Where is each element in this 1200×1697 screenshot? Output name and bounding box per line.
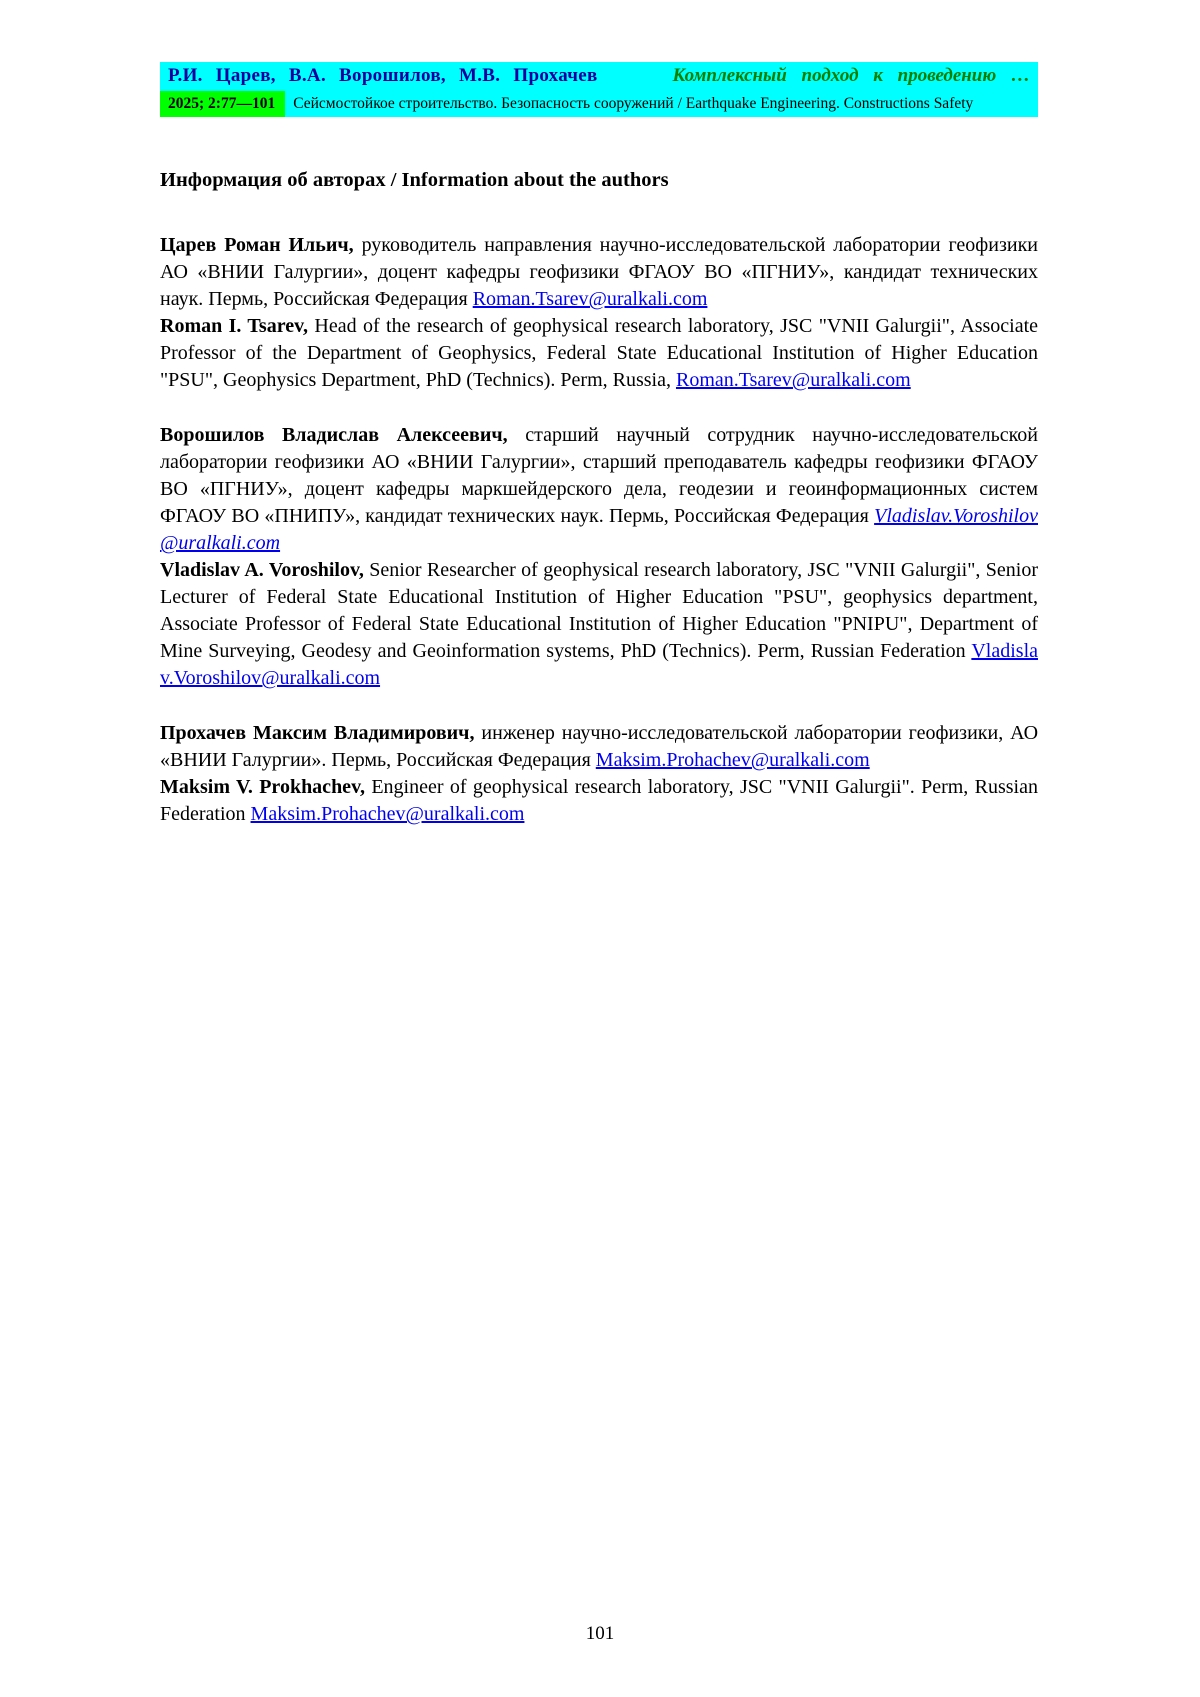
header-journal-title: Сейсмостойкое строительство. Безопасность сооружений / Earthquake Engineering. Constructions Safety xyxy=(285,91,1038,117)
author-block-voroshilov xyxy=(160,422,1038,692)
running-header-line2 xyxy=(160,91,1038,117)
header-article-title: Комплексный подход к проведению … xyxy=(672,65,1030,86)
running-header xyxy=(160,62,1038,117)
author-en-email-link[interactable]: Vladislav.Voroshilov@uralkali.com xyxy=(160,640,1039,690)
author-block-tsarev xyxy=(160,232,1038,394)
author-en-bio: Head of the research of geophysical research laboratory, JSC "VNII Galurgii", Associate Professor of the Department of Geophysics, Federal State Educational Institution of Higher Education "PSU", Geophysics Department, PhD (Technics). Perm, Russia, xyxy=(160,315,1039,392)
page-content xyxy=(160,62,1038,856)
author-en-paragraph xyxy=(160,557,1038,692)
author-block-prokhachev xyxy=(160,720,1038,828)
header-issue-pages: 2025; 2:77—101 xyxy=(160,91,285,117)
author-en-bio: Engineer of geophysical research laboratory, JSC "VNII Galurgii". Perm, Russian Federation xyxy=(160,776,1038,826)
author-ru-name: Ворошилов Владислав Алексеевич, xyxy=(160,424,508,447)
author-ru-email-link[interactable]: Roman.Tsarev@uralkali.com xyxy=(472,288,708,311)
author-en-paragraph xyxy=(160,313,1038,394)
author-ru-paragraph xyxy=(160,232,1038,313)
author-en-bio: Senior Researcher of geophysical research laboratory, JSC "VNII Galurgii", Senior Lecturer of Federal State Educational Institution of Higher Education "PSU", geophysics department, Associate Professor of Federal State Educational Institution of Higher Education "PNIPU", Department of Mine Surveying, Geodesy and Geoinformation systems, PhD (Technics). Perm, Russian Federation xyxy=(160,559,1038,663)
author-ru-name: Царев Роман Ильич, xyxy=(160,234,354,257)
author-ru-email-link[interactable]: Maksim.Prohachev@uralkali.com xyxy=(595,749,870,772)
header-authors: Р.И. Царев, В.А. Ворошилов, М.В. Прохачев xyxy=(168,65,598,86)
author-en-name: Vladislav A. Voroshilov, xyxy=(160,559,364,582)
author-ru-paragraph xyxy=(160,720,1038,774)
author-ru-bio: старший научный сотрудник научно-исследовательской лаборатории геофизики АО «ВНИИ Галургии», старший преподаватель кафедры геофизики ФГАОУ ВО «ПГНИУ», доцент кафедры маркшейдерского дела, геодезии и геоинформационных систем ФГАОУ ВО «ПНИПУ», кандидат технических наук. Пермь, Российская Федерация xyxy=(160,424,1039,528)
author-ru-name: Прохачев Максим Владимирович, xyxy=(160,722,475,745)
author-ru-bio: руководитель направления научно-исследовательской лаборатории геофизики АО «ВНИИ Галургии», доцент кафедры геофизики ФГАОУ ВО «ПГНИУ», кандидат технических наук. Пермь, Российская Федерация xyxy=(160,234,1038,311)
author-en-paragraph xyxy=(160,774,1038,828)
author-ru-email-link[interactable]: Vladislav.Voroshilov@uralkali.com xyxy=(160,505,1038,555)
author-en-email-link[interactable]: Roman.Tsarev@uralkali.com xyxy=(675,369,911,392)
author-en-name: Roman I. Tsarev, xyxy=(160,315,309,338)
author-en-email-link[interactable]: Maksim.Prohachev@uralkali.com xyxy=(250,803,525,826)
author-en-name: Maksim V. Prokhachev, xyxy=(160,776,365,799)
section-title: Информация об авторах / Information about the authors xyxy=(160,169,669,192)
page-number: 101 xyxy=(585,1623,615,1644)
author-ru-bio: инженер научно-исследовательской лаборатории геофизики, АО «ВНИИ Галургии». Пермь, Российская Федерация xyxy=(160,722,1039,772)
running-header-line1 xyxy=(160,62,1038,91)
author-ru-paragraph xyxy=(160,422,1038,557)
